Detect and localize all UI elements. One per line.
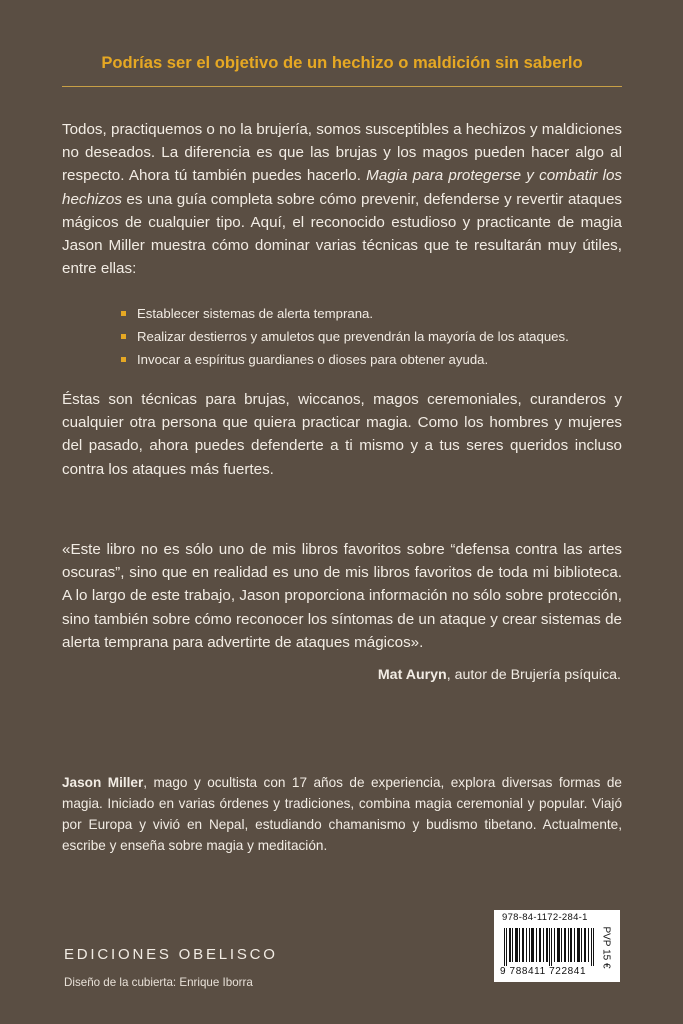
price-label (598, 918, 614, 976)
list-item: Realizar destierros y amuletos que prevendrán la mayoría de los ataques. (121, 325, 621, 348)
closing-paragraph: Éstas son técnicas para brujas, wiccanos, magos ceremoniales, curanderos y cualquier otra persona que quiera practicar magia. Como los hombres y mujeres del pasado, ahora puedes defenderte a ti mismo y a tus seres queridos incluso contra los ataques más fuertes. (62, 391, 622, 478)
barcode-icon (504, 928, 596, 966)
attribution-role: , autor de Brujería psíquica. (446, 667, 621, 683)
back-cover-headline: Podrías ser el objetivo de un hechizo o maldición sin saberlo (101, 53, 583, 72)
author-bio-text: , mago y ocultista con 17 años de experiencia, explora diversas formas de magia. Iniciado en varias órdenes y tradiciones, combina magia ceremonial y popular. Viajó por Europa y vivió en Nepal, estudiando chamanismo y budismo tibetano. Actualmente, escribe y enseña sobre magia y meditación. (62, 775, 622, 853)
publisher-logo: EDICIONES OBELISCO (64, 946, 278, 963)
author-bio (62, 772, 622, 856)
intro-paragraph (62, 118, 622, 280)
list-item: Establecer sistemas de alerta temprana. (121, 302, 621, 325)
isbn-label: 978-84-1172-284-1 (502, 912, 588, 923)
quote-attribution (378, 664, 621, 686)
intro-text-2: es una guía completa sobre cómo prevenir, defenderse y revertir ataques mágicos de cualquier tipo. Aquí, el reconocido estudioso y practicante de magia Jason Miller muestra cómo dominar varias técnicas que te resultarán muy útiles, entre ellas: (62, 190, 622, 278)
cover-designer-credit: Diseño de la cubierta: Enrique Iborra (64, 976, 253, 989)
barcode-panel (494, 910, 620, 982)
technique-list (121, 302, 621, 371)
testimonial-quote: «Este libro no es sólo uno de mis libros favoritos sobre “defensa contra las artes oscuras”, sino que en realidad es uno de mis libros favoritos de toda mi biblioteca. A lo largo de este trabajo, Jason proporciona información no sólo sobre protección, sino también sobre cómo reconocer los síntomas de un ataque y crear sistemas de alerta temprana para advertirte de ataques mágicos». (62, 541, 622, 651)
price-text: PVP 15 € (600, 925, 612, 969)
intro-text-1: Todos, practiquemos o no la brujería, somos susceptibles a hechizos y maldiciones no deseados. La diferencia es que las brujas y los magos pueden hacer algo al respecto. Ahora tú también puedes hacerlo. (62, 121, 622, 185)
headline-divider (62, 86, 622, 87)
attribution-name: Mat Auryn (377, 667, 447, 683)
author-name: Jason Miller (62, 775, 144, 790)
barcode-number: 9 788411 722841 (500, 966, 587, 977)
list-item: Invocar a espíritus guardianes o dioses para obtener ayuda. (121, 348, 621, 371)
book-title: Magia para protegerse y combatir los hechizos (62, 167, 622, 208)
